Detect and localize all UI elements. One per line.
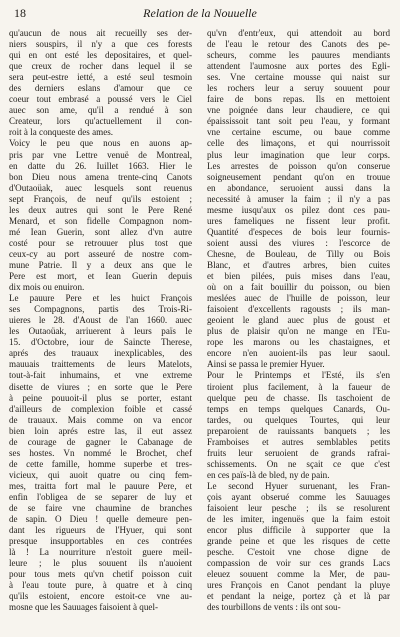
text-line: vne poignée dans leur chaudiere, ce qui bbox=[207, 105, 390, 116]
text-line: faire de bons repas. Ils en mettoient bbox=[207, 94, 390, 105]
text-line: bon Dieu nous amena trente-cinq Canots bbox=[9, 171, 192, 182]
text-line: faisoient d'excellents ragousts ; ils man- bbox=[207, 304, 390, 315]
text-line: mes, traitta fort mal le pauure Pere, et bbox=[9, 480, 192, 491]
text-line: de trauaux. Mais comme on va encor bbox=[9, 414, 192, 425]
text-line: disette de viures ; en sorte que le Pere bbox=[9, 381, 192, 392]
text-line: ses. Vne certaine mousse qui naist sur bbox=[207, 72, 390, 83]
text-line: qui en ont esté les depositaires, et quel- bbox=[9, 50, 192, 61]
text-line: presque insupportables en ces contrées bbox=[9, 536, 192, 547]
text-line: enfin l'obligea de se separer de luy et bbox=[9, 491, 192, 502]
text-line: Les arrestes de poisson qu'on conserue bbox=[207, 160, 390, 171]
text-line: soigneusement pendant qu'on en trouue bbox=[207, 171, 390, 182]
text-line: ceux-cy au port asseuré de nostre com- bbox=[9, 248, 192, 259]
text-line: grande peine et que les risques de cette bbox=[207, 536, 390, 547]
text-line: mauuais traittements de leurs Matelots, bbox=[9, 359, 192, 370]
text-line: schissements. On ne sçait ce que c'est bbox=[207, 458, 390, 469]
text-line: d'ailleurs de complexion foible et cassé bbox=[9, 403, 192, 414]
right-column bbox=[207, 28, 390, 632]
text-line: ses Compagnons, partis des Trois-Ri- bbox=[9, 304, 192, 315]
text-line: Pere est mort, et Iean Guerin depuis bbox=[9, 271, 192, 282]
text-line: Blanc, et d'autres arbres, bien cuites bbox=[207, 259, 390, 270]
text-line: que creux de rocher dans lequel il se bbox=[9, 61, 192, 72]
text-line: Quantité d'especes de bois leur fournis- bbox=[207, 226, 390, 237]
text-line: pris par vne Lettre venuë de Montreal, bbox=[9, 149, 192, 160]
text-line: mé Iean Guerin, sont allez d'vn autre bbox=[9, 226, 192, 237]
text-line: compassion de voir sur ces grands Lacs bbox=[207, 558, 390, 569]
text-line: Ainsi se passa le premier Hyuer. bbox=[207, 359, 325, 370]
text-line: où on a fait bouillir du poisson, ou bien bbox=[207, 282, 390, 293]
text-line: Le second Hyuer suruenant, les Fran- bbox=[207, 480, 390, 491]
text-line: de se faire vne chaumine de branches bbox=[9, 503, 192, 514]
text-line: de les imiter, ingenuës que la faim estoit bbox=[207, 514, 390, 525]
text-line: qu'aucun de nous ait recueilly ses der- bbox=[9, 28, 192, 38]
text-line: en datte du 26. Iuillet 1663. Hier le bbox=[9, 160, 192, 171]
text-line: encore n'en auoient-ils pas leur saoul. bbox=[207, 348, 390, 359]
text-line: les rochers leur a seruy souuent pour bbox=[207, 83, 390, 94]
text-line: en abondance, seruoient aussi dans la bbox=[207, 182, 390, 193]
text-line: rope les marons ou les chastaignes, et bbox=[207, 337, 390, 348]
text-line: 15. d'Octobre, iour de Saincte Therese, bbox=[9, 337, 192, 348]
text-line: tiroient plus facilement, à la faueur de bbox=[207, 381, 390, 392]
text-line: costé pour se retrouuer plus tost que bbox=[9, 237, 192, 248]
text-line: aprés des trauaux inexplicables, des bbox=[9, 348, 192, 359]
text-line: pesche. C'estoit vne chose digne de bbox=[207, 547, 390, 558]
left-column bbox=[9, 28, 192, 632]
text-line: soient aussi des viures : l'escorce de bbox=[207, 237, 390, 248]
text-line: quelque peu de chasse. Ils taschoient de bbox=[207, 392, 390, 403]
text-line: celle des limaçons, et qui nourrissoit bbox=[207, 138, 390, 149]
text-line: plus leur imagination que leur corps. bbox=[207, 149, 390, 160]
text-line: et pendant la neige, portez çà et là par bbox=[207, 591, 390, 602]
text-line: Chesne, de Bouleau, de Tilly ou Bois bbox=[207, 248, 390, 259]
text-line: Pour le Printemps et l'Esté, ils s'en bbox=[207, 370, 390, 381]
text-line: les Outaoüak, arriuerent à leurs païs le bbox=[9, 326, 192, 337]
text-line: scheurs, comme les pauures mendiants bbox=[207, 50, 390, 61]
text-line: d'Outaoüak, auec lesquels sont reuenus bbox=[9, 182, 192, 193]
text-line: bien loin aprés estre las, il eut assez bbox=[9, 425, 192, 436]
text-line: Createur, lors qu'actuellement il con- bbox=[9, 116, 192, 127]
text-line: coeur tout embrasé a poussé vers le Ciel bbox=[9, 94, 192, 105]
text-line: Menard, et son fidelle Compagnon nom- bbox=[9, 215, 192, 226]
text-line: Framboises et autres semblables petits bbox=[207, 436, 390, 447]
text-line: roit à la conqueste des ames. bbox=[9, 127, 114, 138]
text-line: pour tous mets qu'vn chetif poisson cuit bbox=[9, 569, 192, 580]
text-line: auec son ame, qu'il a rendué à son bbox=[9, 105, 192, 116]
text-line: leure ; le plus souuent ils n'auoient bbox=[9, 558, 192, 569]
text-line: attendent l'aumosne aux portes des Egli- bbox=[207, 61, 390, 72]
text-line: eleuez souuent comme la Mer, de pau- bbox=[207, 569, 390, 580]
text-line: en ces païs-là de bled, ny de pain. bbox=[207, 469, 330, 480]
text-line: mune Patrie. Il y a deux ans que le bbox=[9, 259, 192, 270]
text-line: qu'vn d'entr'eux, qui attendoit au bord bbox=[207, 28, 390, 38]
text-line: temps en temps quelques Canards, Ou- bbox=[207, 403, 390, 414]
text-line: tout-à-fait inhumains, et vne extreme bbox=[9, 370, 192, 381]
text-line: à l'eau toute pure, à quatre et à cinq bbox=[9, 580, 192, 591]
text-line: dix mois ou enuiron. bbox=[9, 282, 85, 293]
page-number: 18 bbox=[14, 6, 26, 20]
text-line: preparoient de rauissants banquets ; les bbox=[207, 425, 390, 436]
text-line: geoient le gland auec plus de goust et bbox=[207, 315, 390, 326]
text-line: ures François en Canot pendant la pluye bbox=[207, 580, 390, 591]
text-line: ures fameliques ne fissent leur profit. bbox=[207, 215, 390, 226]
text-line: tardes, ou quelques Tourtes, qui leur bbox=[207, 414, 390, 425]
text-line: des tourbillons de vents : ils ont sou- bbox=[207, 602, 341, 613]
text-line: uieres le 28. d'Aoust de l'an 1660. auec bbox=[9, 315, 192, 326]
text-line: de courage de gagner le Cabanage de bbox=[9, 436, 192, 447]
text-line: Le pauure Pere et les huict François bbox=[9, 293, 192, 304]
text-line: mosne que les Sauuages faisoient à quel- bbox=[9, 602, 158, 613]
text-line: là ! La nourriture n'estoit guere meil- bbox=[9, 547, 192, 558]
running-title: Relation de la Nouuelle bbox=[143, 6, 257, 20]
text-line: de l'eau le retour des Canots des pe- bbox=[207, 39, 390, 50]
text-line: encor plus difficile à supporter que la bbox=[207, 525, 390, 536]
text-line: sept François, de neuf qu'ils estoient ; bbox=[9, 193, 192, 204]
text-line: et bien pilées, puis mises dans l'eau, bbox=[207, 271, 390, 282]
text-line: meslées auec de l'huille de poisson, leur bbox=[207, 293, 390, 304]
text-line: mesme iusqu'aux os pilez dont ces pau- bbox=[207, 204, 390, 215]
text-line: à peine pouuoit-il plus se porter, estant bbox=[9, 392, 192, 403]
text-line: vne certaine escume, ou baue comme bbox=[207, 127, 390, 138]
text-line: vicieux, qui auoit quatre ou cinq fem- bbox=[9, 469, 192, 480]
text-line: les deux autres qui sont le Pere René bbox=[9, 204, 192, 215]
text-line: çois ayant obserué comme les Sauuages bbox=[207, 491, 390, 502]
text-line: faisoient leur pesche ; ils se resolurent bbox=[207, 503, 390, 514]
text-line: ses hostes. Vn nommé le Brochet, chef bbox=[9, 447, 192, 458]
text-line: des derniers eslans d'amour que ce bbox=[9, 83, 192, 94]
text-line: épaississoit tant soit peu l'eau, y formant bbox=[207, 116, 390, 127]
text-line: dant les rigueurs de l'Hyuer, qui sont bbox=[9, 525, 192, 536]
text-line: necessité à amuser la faim ; il n'y a pas bbox=[207, 193, 390, 204]
text-line: qu'ils estoient, encore estoit-ce vne au- bbox=[9, 591, 192, 602]
text-line: niers souspirs, il n'y a que ces forests bbox=[9, 39, 192, 50]
text-line: fruits leur seruoient de grands rafrai- bbox=[207, 447, 390, 458]
text-line: sera peut-estre ietté, a esté seul tesmoin bbox=[9, 72, 192, 83]
page-header bbox=[14, 4, 386, 22]
text-line: plus de plaisir qu'on ne mange en l'Eu- bbox=[207, 326, 390, 337]
text-line: de sapin. O Dieu ! quelle demeure pen- bbox=[9, 514, 192, 525]
text-line: de cette famille, homme superbe et tres- bbox=[9, 458, 192, 469]
text-line: Voicy le peu que nous en auons ap- bbox=[9, 138, 192, 149]
